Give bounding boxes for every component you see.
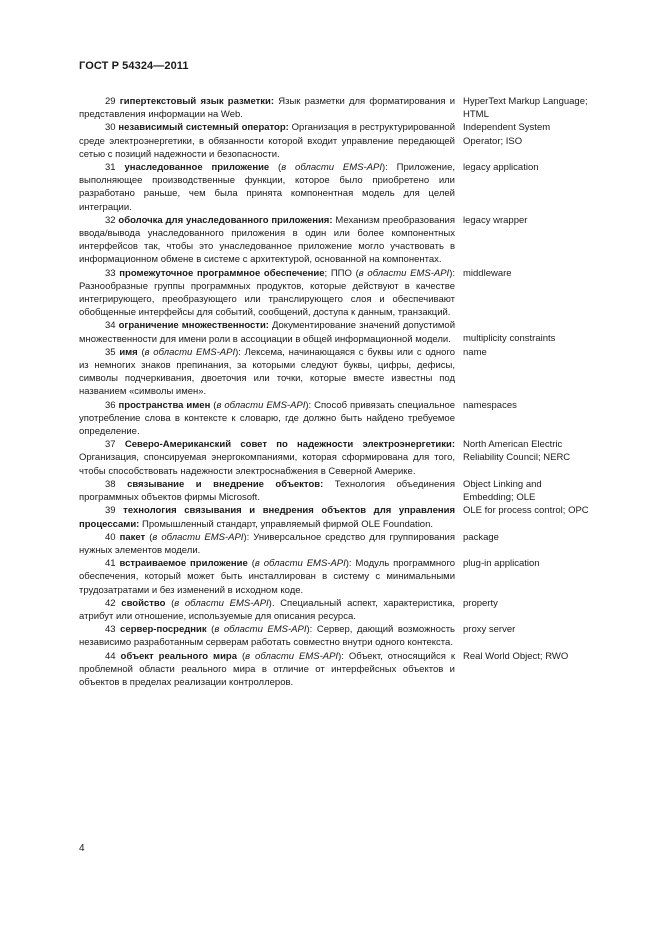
term-domain: в области EMS-API: [281, 162, 382, 174]
english-equivalent: Object Linking and Embedding; OLE: [463, 478, 542, 504]
term-number: 44: [105, 650, 116, 662]
english-equivalent: Real World Object; RWO: [463, 650, 569, 662]
term-punct: ):: [243, 531, 250, 543]
term-name: объект реального мира: [120, 650, 237, 662]
term-number: 35: [105, 346, 116, 358]
document-header: ГОСТ Р 54324—2011: [79, 60, 189, 72]
term-definition: [79, 504, 455, 530]
term-definition: [79, 95, 455, 121]
english-equivalent: legacy application: [463, 162, 539, 174]
term-name: имя: [119, 346, 138, 358]
term-definition: 43 сервер-посредник (в области EMS-API): Сервер, дающий возможность независимо разработанным серверам работать совместно внутри одного контекста.: [79, 624, 456, 649]
term-entry: [79, 531, 599, 557]
term-definition: 35 имя (в области EMS-API): Лексема, начинающаяся с буквы или с одного из немногих знаков препинания, за которыми следуют буквы, цифры, дефисы, символы подчеркивания, двоеточия или точки, которые вместе известны под названием «символы имен».: [79, 346, 456, 398]
english-equivalent: multiplicity constraints: [463, 333, 556, 345]
definitions-list: [79, 95, 599, 689]
term-text: Разнообразные группы программных продуктов, которые действуют в качестве интегрирующего, преобразующего или транслирующего слоя и обеспечивают обобщенные интерфейсы для событий, сообщений, доступа к данным, транзакций.: [79, 280, 455, 319]
term-punct: ):: [338, 650, 344, 662]
term-text: Механизм преобразования ввода/вывода унаследованного приложения в один или более компонентных интерфейсов так, чтобы это унаследованное приложение могло участвовать в информационном обмене в системе с архитектурой, основанной на компонентах.: [79, 214, 455, 266]
term-punct: ):: [449, 267, 455, 279]
term-entry: [79, 161, 599, 214]
term-entry: [79, 504, 599, 530]
term-number: 34: [105, 320, 116, 332]
term-number: 42: [105, 597, 116, 609]
english-equivalent: middleware: [463, 267, 512, 279]
term-entry: [79, 319, 599, 345]
english-equivalent: OLE for process control; OPC: [463, 505, 589, 517]
term-entry: [79, 399, 599, 439]
english-equivalent: North American Electric Reliability Council; NERC: [463, 439, 571, 464]
term-name: встраиваемое приложение: [119, 558, 248, 570]
term-text: Специальный аспект, характеристика, атрибут или отношение, используемые для описания ресурса.: [79, 597, 455, 622]
term-name: гипертекстовый язык разметки:: [119, 96, 275, 107]
term-number: 41: [105, 558, 116, 570]
term-entry: [79, 121, 599, 161]
term-domain: в области EMS-API: [174, 597, 269, 609]
term-domain: в области EMS-API: [254, 558, 346, 570]
term-number: 39: [105, 505, 116, 517]
term-definition: [79, 267, 455, 320]
term-text: Лексема, начинающаяся с буквы или с одного из немногих знаков препинания, за которыми следуют буквы, цифры, дефисы, символы подчеркивания, двоеточия или точки, которые вместе известны под названием «символы имен».: [79, 346, 456, 398]
term-text: Документирование значений допустимой множественности для имени роли в ассоциации в общей информационной модели.: [79, 320, 456, 345]
term-number: 37: [105, 439, 116, 451]
term-punct: ).: [268, 597, 275, 609]
term-name: независимый системный оператор:: [118, 122, 289, 134]
term-text: Промышленный стандарт, управляемый фирмой OLE Foundation.: [141, 518, 434, 530]
term-entry: [79, 214, 599, 267]
term-text: Способ привязать специальное употребление слова в контексте к словарю, где должно быть найдено требуемое определение.: [79, 399, 456, 438]
term-name: свойство: [121, 597, 166, 609]
term-punct: ):: [305, 399, 312, 411]
english-equivalent: namespaces: [463, 399, 517, 411]
term-number: 40: [105, 531, 116, 543]
term-text: Приложение, выполняющее производственные функции, которое было приобретено или разработано раньше, чем была принята компонентная модель для целей интеграции.: [79, 162, 456, 213]
term-definition: 41 встраиваемое приложение (в области EMS-API): Модуль программного обеспечения, который может быть инсталлирован в систему с минимальными трудозатратами и без изменений в исходном коде.: [79, 558, 455, 596]
english-equivalent: HyperText Markup Language; HTML: [463, 96, 588, 121]
english-equivalent: name: [463, 346, 487, 358]
term-text: Объект, относящийся к проблемной области реального мира в отличие от интерфейсных объектов и объектов в пределах реализации контроллеров.: [79, 650, 456, 688]
term-text: Организация, спонсируемая энергокомпаниями, которая сформирована для того, чтобы способствовать надежности электроснабжения в Северной Америке.: [79, 452, 455, 477]
term-text: Язык разметки для форматирования и представления информации на Web.: [79, 96, 456, 121]
term-text: Технология объединения программных объектов фирмы Microsoft.: [79, 478, 455, 504]
term-definition: [79, 319, 455, 345]
term-entry: [79, 597, 599, 623]
term-domain: в области EMS-API: [214, 624, 307, 636]
term-domain: в области EMS-API: [152, 531, 244, 543]
term-definition: 31 унаследованное приложение (в области EMS-API): Приложение, выполняющее производственные функции, которое было приобретено или разработано раньше, чем была принята компонентная модель для целей интеграции.: [79, 162, 456, 213]
term-punct: ):: [345, 558, 352, 570]
english-equivalent: Independent System Operator; ISO: [463, 122, 551, 147]
term-definition: [79, 478, 455, 504]
term-definition: [79, 121, 455, 161]
term-entry: [79, 95, 599, 121]
term-domain: в области EMS-API: [358, 267, 450, 279]
term-punct: ):: [306, 624, 313, 636]
term-number: 43: [105, 624, 116, 636]
term-definition: 36 пространства имен (в области EMS-API): Способ привязать специальное употребление слова в контексте к словарю, где должно быть найдено требуемое определение.: [79, 399, 456, 438]
term-number: 36: [105, 399, 116, 411]
term-entry: [79, 267, 599, 320]
term-definition: [79, 438, 455, 478]
term-name: технология связывания и внедрения объектов для управления процессами:: [79, 505, 455, 530]
term-domain: в области EMS-API: [245, 650, 339, 662]
term-name: связывание и внедрение объектов:: [127, 478, 324, 490]
term-definition: 44 объект реального мира (в области EMS-API): Объект, относящийся к проблемной области реального мира в отличие от интерфейсных объектов и объектов в пределах реализации контроллеров.: [79, 650, 456, 688]
term-name: пространства имен: [118, 399, 211, 411]
term-number: 30: [105, 122, 116, 134]
term-domain: в области EMS-API: [144, 346, 236, 358]
term-name: промежуточное программное обеспечение: [119, 267, 325, 279]
term-name: пакет: [119, 531, 146, 543]
term-definition: 42 свойство (в области EMS-API). Специальный аспект, характеристика, атрибут или отношение, используемые для описания ресурса.: [79, 597, 455, 622]
term-text: Универсальное средство для группирования нужных элементов модели.: [79, 531, 455, 556]
term-name: унаследованное приложение: [124, 162, 270, 174]
term-number: 31: [105, 162, 116, 174]
page-number: 4: [79, 843, 85, 854]
english-equivalent: package: [463, 531, 499, 543]
term-entry: [79, 623, 599, 649]
english-equivalent: proxy server: [463, 624, 516, 636]
term-number: 33: [105, 267, 116, 279]
term-number: 38: [105, 478, 116, 490]
term-name: Северо-Американский совет по надежности электроэнергетики:: [124, 439, 455, 451]
term-name: ограничение множественности:: [118, 320, 269, 332]
term-text: Организация в реструктурированной среде электроэнергетики, в обязанности которой входит управление передающей сетью с позиций надежности и безопасности.: [79, 122, 456, 160]
term-number: 32: [105, 214, 116, 226]
term-entry: [79, 438, 599, 478]
term-name: оболочка для унаследованного приложения:: [118, 214, 333, 226]
term-entry: [79, 557, 599, 597]
term-punct: ):: [381, 162, 388, 174]
term-abbrev: ; ППО (: [324, 267, 359, 279]
english-equivalent: plug-in application: [463, 558, 540, 570]
english-equivalent: legacy wrapper: [463, 214, 528, 226]
term-entry: [79, 346, 599, 399]
term-entry: [79, 650, 599, 690]
term-definition: 40 пакет (в области EMS-API): Универсальное средство для группирования нужных элементов модели.: [79, 531, 455, 556]
term-definition: [79, 214, 455, 267]
term-domain: в области EMS-API: [216, 399, 306, 411]
term-name: сервер-посредник: [120, 624, 207, 636]
term-number: 29: [105, 96, 116, 107]
term-punct: ):: [235, 346, 241, 358]
term-entry: [79, 478, 599, 504]
english-equivalent: property: [463, 597, 498, 609]
term-text: Сервер, дающий возможность независимо разработанным серверам работать совместно внутри одного контекста.: [79, 624, 456, 649]
term-text: Модуль программного обеспечения, который может быть инсталлирован в систему с минимальными трудозатратами и без изменений в исходном коде.: [79, 558, 455, 596]
